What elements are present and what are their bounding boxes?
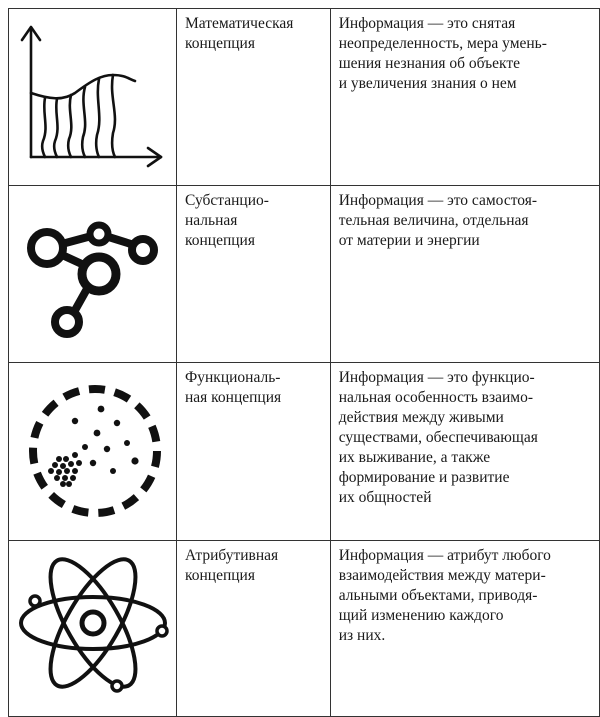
icon-cell (9, 541, 177, 717)
definition-text: Информация — это самостоя- тельная величина, отдельная от материи и энергии (338, 192, 538, 249)
concepts-table (8, 8, 600, 717)
concept-name (177, 363, 331, 541)
concept-label: Субстанцио- нальная концепция (185, 192, 269, 249)
concept-label: Атрибутивная концепция (185, 547, 279, 584)
concept-definition (330, 541, 599, 717)
concept-name (177, 541, 331, 717)
definition-text: Информация — это снятая неопределенность, мера умень- шения незнания об объекте и увеличения знания о нем (338, 15, 547, 92)
icon-cell (9, 186, 177, 363)
table-row (9, 363, 600, 541)
dotted-circle-particles-icon (9, 363, 176, 535)
atom-icon (9, 541, 176, 711)
molecule-icon (9, 186, 176, 357)
table-row (9, 541, 600, 717)
concept-definition (330, 9, 599, 186)
concept-definition (330, 186, 599, 363)
definition-text: Информация — это функцио- нальная особенность взаимо- действия между живыми существами, обеспечивающая их выживание, а также формирование и развитие их общностей (338, 369, 538, 506)
icon-cell (9, 9, 177, 186)
definition-text: Информация — атрибут любого взаимодействия между матери- альными объектами, приводя- щий изменению каждого из них. (338, 547, 551, 644)
concept-label: Математическая концепция (185, 15, 294, 52)
concept-name (177, 186, 331, 363)
icon-cell (9, 363, 177, 541)
concept-definition (330, 363, 599, 541)
concept-label: Функциональ- ная концепция (185, 369, 282, 406)
table-row (9, 9, 600, 186)
graph-curve-icon (9, 9, 176, 180)
concept-name (177, 9, 331, 186)
table-row (9, 186, 600, 363)
